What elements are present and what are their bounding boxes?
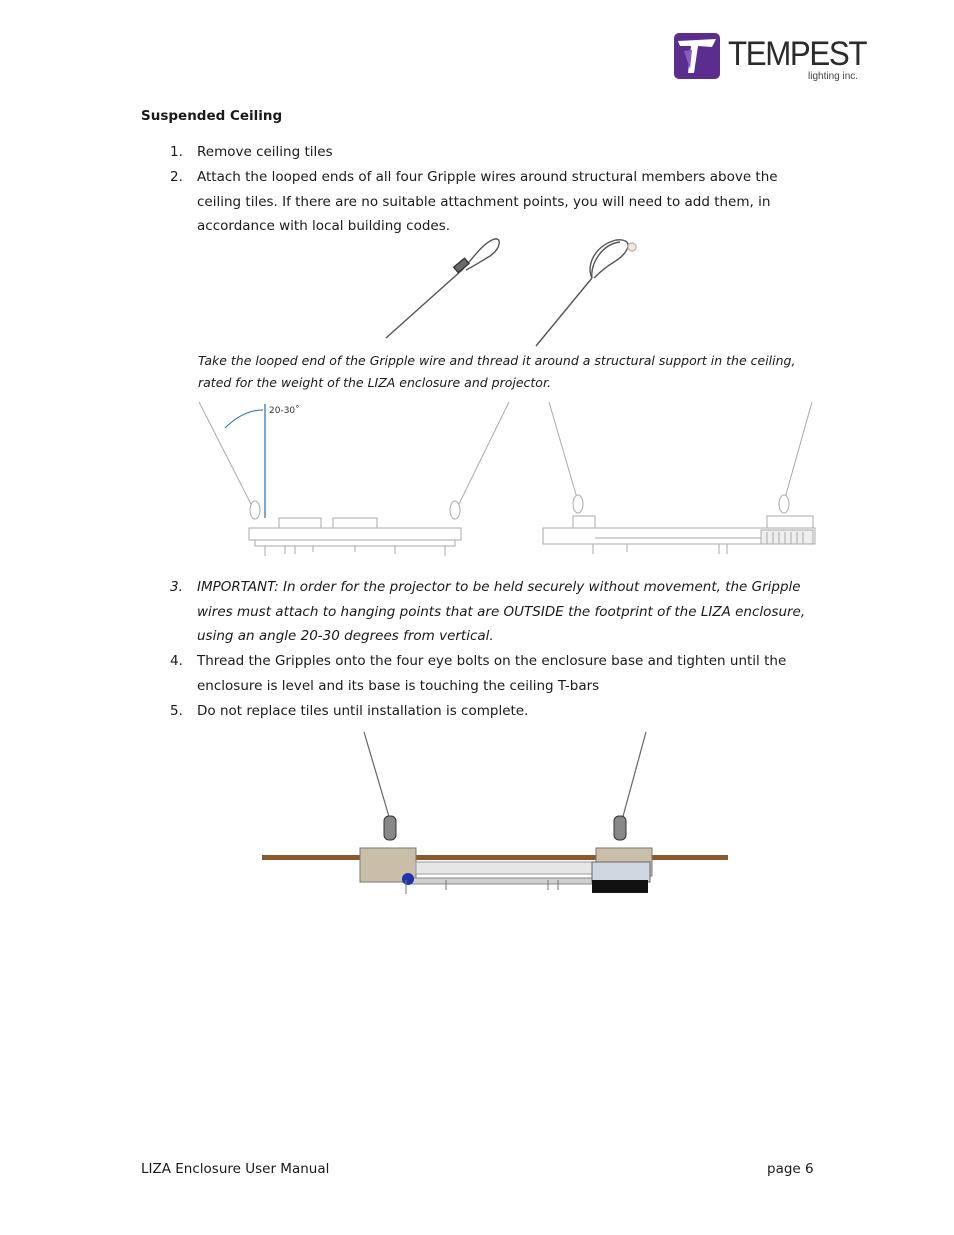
step-number: 3. <box>170 579 183 595</box>
projector-bar <box>412 878 602 884</box>
step-number: 1. <box>170 144 183 160</box>
enclosure-side-view-right <box>543 402 815 554</box>
enclosure-body <box>416 862 596 874</box>
tempest-logo-mark-icon <box>674 33 720 79</box>
section-title: Suspended Ceiling <box>141 108 283 124</box>
gripple-wire-loop-1 <box>386 239 499 338</box>
step-text: Remove ceiling tiles <box>197 144 333 160</box>
step-text: Attach the looped ends of all four Gripple wires around structural members above the ceiling tiles. If there are no suitable attachment points, you will need to add them, in accordance with local building codes. <box>197 169 778 234</box>
gripple-right <box>614 816 626 840</box>
ceiling-tile <box>262 855 728 860</box>
gripple-wire-loop-2 <box>536 240 636 346</box>
figure-caption: Take the looped end of the Gripple wire and thread it around a structural support in the ceiling, rated for the weight of the LIZA enclosure and projector. <box>198 353 796 390</box>
step-text-important: IMPORTANT: In order for the projector to be held securely without movement, the Gripple wires must attach to hanging points that are OUTSIDE the footprint of the LIZA enclosure, using an angle 20-30 degrees from vertical. <box>197 579 806 644</box>
installed-enclosure-illustration <box>262 730 732 900</box>
step-text: Thread the Gripples onto the four eye bolts on the enclosure base and tighten until the enclosure is level and its base is touching the ceiling T-bars <box>197 653 787 694</box>
step-number: 5. <box>170 703 183 719</box>
step-text: Do not replace tiles until installation is complete. <box>197 703 529 719</box>
enclosure-side-view-left <box>199 402 509 556</box>
blue-knob <box>402 873 414 885</box>
projector-base <box>592 880 648 893</box>
gripple-left <box>384 816 396 840</box>
step-number: 4. <box>170 653 183 669</box>
gripple-wire-illustration <box>380 232 650 350</box>
logo-subtitle: lighting inc. <box>808 71 859 82</box>
step-number: 2. <box>170 169 183 185</box>
tempest-logo <box>674 33 869 85</box>
angle-diagram <box>195 398 820 563</box>
logo-wordmark: TEMPEST <box>728 35 867 73</box>
page-number: page 6 <box>767 1161 814 1177</box>
suspension-wires <box>364 732 646 820</box>
angle-label: 20-30˚ <box>269 406 300 416</box>
vent-block <box>592 862 650 882</box>
angle-arc <box>225 410 263 428</box>
footer-title: LIZA Enclosure User Manual <box>141 1161 330 1177</box>
